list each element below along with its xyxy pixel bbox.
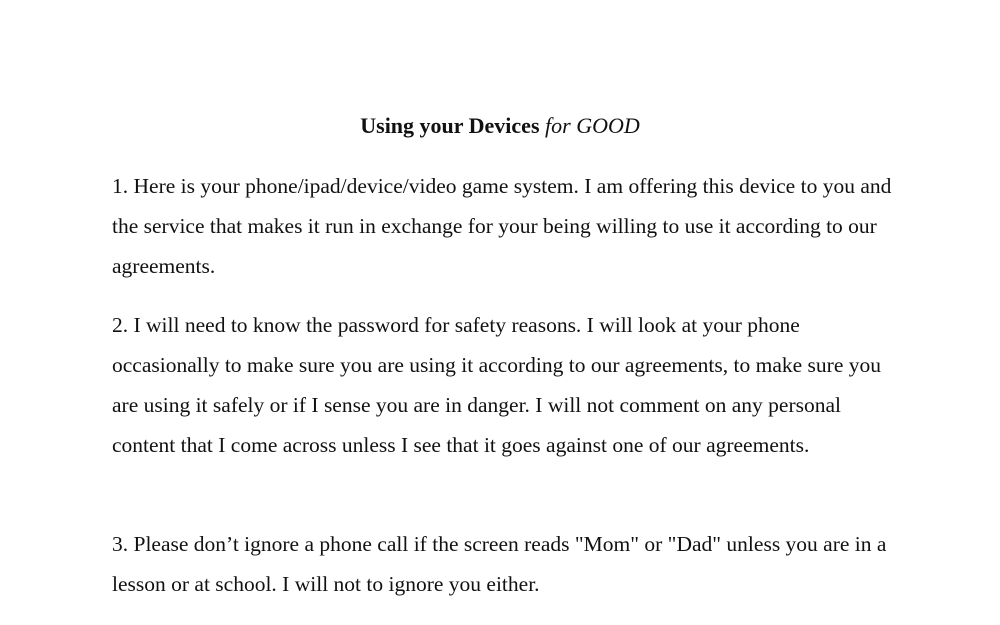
title-bold-text: Using your Devices [360,113,540,138]
agreement-paragraph-3: 3. Please don’t ignore a phone call if the screen reads "Mom" or "Dad" unless you are in a lesson or at school. I will not to ignore you either. [112,532,887,596]
agreement-paragraph-2: 2. I will need to know the password for safety reasons. I will look at your phone occasionally to make sure you are using it according to our agreements, to make sure you are using it safely or if I sense you are in danger. I will not comment on any personal content that I come across unless I see that it goes against one of our agreements. [112,313,881,457]
document-title [0,111,1000,141]
title-italic-text: for GOOD [545,113,640,138]
agreement-paragraph-1: 1. Here is your phone/ipad/device/video game system. I am offering this device to you and the service that makes it run in exchange for your being willing to use it according to our agreements. [112,174,892,278]
